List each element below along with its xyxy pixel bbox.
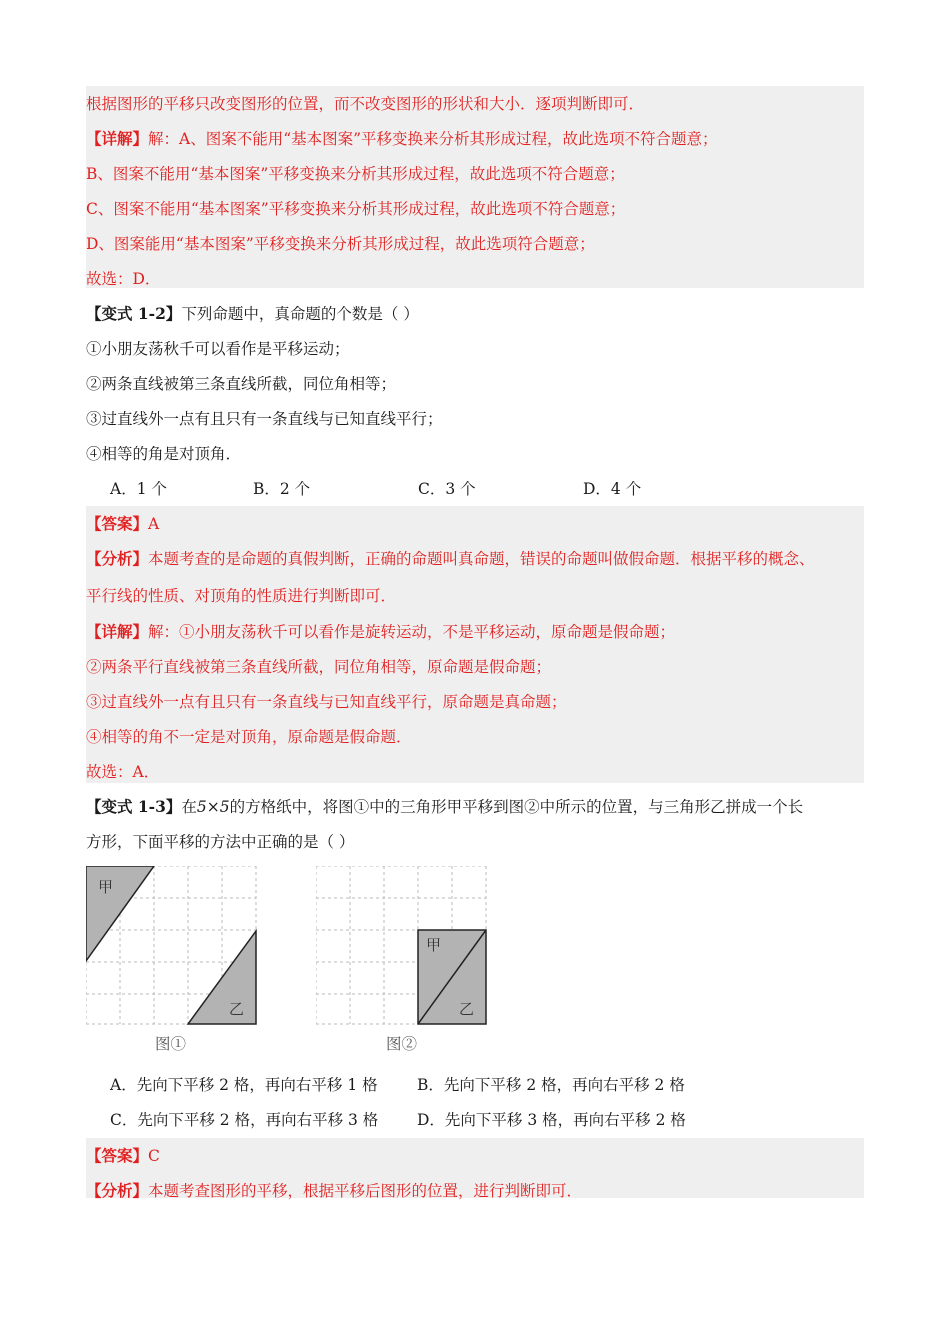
detail-line: ④相等的角不一定是对顶角，原命题是假命题． bbox=[86, 728, 412, 746]
option-d: D．先向下平移 3 格，再向右平移 2 格 bbox=[417, 1111, 686, 1129]
option-b: B．先向下平移 2 格，再向右平移 2 格 bbox=[417, 1076, 685, 1094]
label-yi: 乙 bbox=[459, 1000, 475, 1018]
detail-line: ②两条平行直线被第三条直线所截，同位角相等，原命题是假命题； bbox=[86, 658, 552, 676]
analysis-text: 本题考查图形的平移，根据平移后图形的位置，进行判断即可． bbox=[148, 1182, 583, 1200]
grid-size: 5×5 bbox=[196, 798, 230, 816]
answer-tag: 【答案】 bbox=[86, 514, 149, 533]
option-d: D．4 个 bbox=[583, 480, 642, 498]
analysis-tag: 【分析】 bbox=[86, 549, 149, 568]
question-item: ③过直线外一点有且只有一条直线与已知直线平行； bbox=[86, 410, 443, 428]
detail-tag: 【详解】 bbox=[86, 622, 149, 641]
choose-line: 故选：A． bbox=[86, 763, 160, 781]
answer-value: A bbox=[148, 515, 160, 533]
figure-2 bbox=[316, 866, 488, 1026]
solution-text: 解：A、图案不能用“基本图案”平移变换来分析其形成过程，故此选项不符合题意； bbox=[148, 130, 718, 148]
figure-2-caption: 图② bbox=[386, 1035, 418, 1053]
option-a: A．1 个 bbox=[110, 480, 167, 498]
detail-text: 解：①小朋友荡秋千可以看作是旋转运动，不是平移运动，原命题是假命题； bbox=[148, 623, 676, 641]
option-b: B．2 个 bbox=[253, 480, 311, 498]
question-tag: 【变式 1-2】 bbox=[86, 304, 182, 323]
solution-text-line: 故选：D． bbox=[86, 270, 161, 288]
analysis-text: 本题考查的是命题的真假判断，正确的命题叫真命题，错误的命题叫做假命题．根据平移的概念、 bbox=[148, 550, 815, 568]
previous-solution-block bbox=[86, 86, 864, 288]
detail-line: ③过直线外一点有且只有一条直线与已知直线平行，原命题是真命题； bbox=[86, 693, 567, 711]
solution-text-line: D、图案能用“基本图案”平移变换来分析其形成过程，故此选项符合题意； bbox=[86, 235, 595, 253]
solution-text-line: C、图案不能用“基本图案”平移变换来分析其形成过程，故此选项不符合题意； bbox=[86, 200, 626, 218]
question-item: ①小朋友荡秋千可以看作是平移运动； bbox=[86, 340, 350, 358]
question-text: 下列命题中，真命题的个数是（ ） bbox=[181, 305, 419, 323]
solution-text-line: B、图案不能用“基本图案”平移变换来分析其形成过程，故此选项不符合题意； bbox=[86, 165, 625, 183]
figure-1 bbox=[86, 866, 258, 1026]
detail-tag: 【详解】 bbox=[86, 129, 149, 148]
analysis-line bbox=[86, 1179, 582, 1201]
question-text: 在 bbox=[181, 798, 197, 816]
option-c: C．先向下平移 2 格，再向右平移 3 格 bbox=[110, 1111, 379, 1129]
question-tag: 【变式 1-3】 bbox=[86, 797, 182, 816]
label-jia: 甲 bbox=[98, 878, 114, 896]
answer-tag: 【答案】 bbox=[86, 1146, 149, 1165]
question-text: 的方格纸中，将图①中的三角形甲平移到图②中所示的位置，与三角形乙拼成一个长 bbox=[229, 798, 804, 816]
label-jia: 甲 bbox=[426, 936, 442, 954]
question-1-3-stem bbox=[86, 795, 803, 817]
figure-1-caption: 图① bbox=[155, 1035, 187, 1053]
solution-text-line: 根据图形的平移只改变图形的位置，而不改变图形的形状和大小．逐项判断即可． bbox=[86, 95, 645, 113]
analysis-line bbox=[86, 547, 815, 569]
analysis-line-2: 平行线的性质、对顶角的性质进行判断即可． bbox=[86, 587, 397, 605]
option-a: A．先向下平移 2 格，再向右平移 1 格 bbox=[110, 1076, 378, 1094]
question-item: ②两条直线被第三条直线所截，同位角相等； bbox=[86, 375, 397, 393]
answer-value: C bbox=[148, 1147, 160, 1165]
answer-line bbox=[86, 512, 159, 534]
question-1-2-stem bbox=[86, 302, 419, 324]
solution-detail-line bbox=[86, 127, 718, 149]
analysis-tag: 【分析】 bbox=[86, 1181, 149, 1200]
option-c: C．3 个 bbox=[418, 480, 476, 498]
question-1-3-stem-2: 方形，下面平移的方法中正确的是（ ） bbox=[86, 833, 355, 851]
answer-line bbox=[86, 1144, 160, 1166]
label-yi: 乙 bbox=[229, 1000, 245, 1018]
detail-line bbox=[86, 620, 675, 642]
question-item: ④相等的角是对顶角． bbox=[86, 445, 242, 463]
